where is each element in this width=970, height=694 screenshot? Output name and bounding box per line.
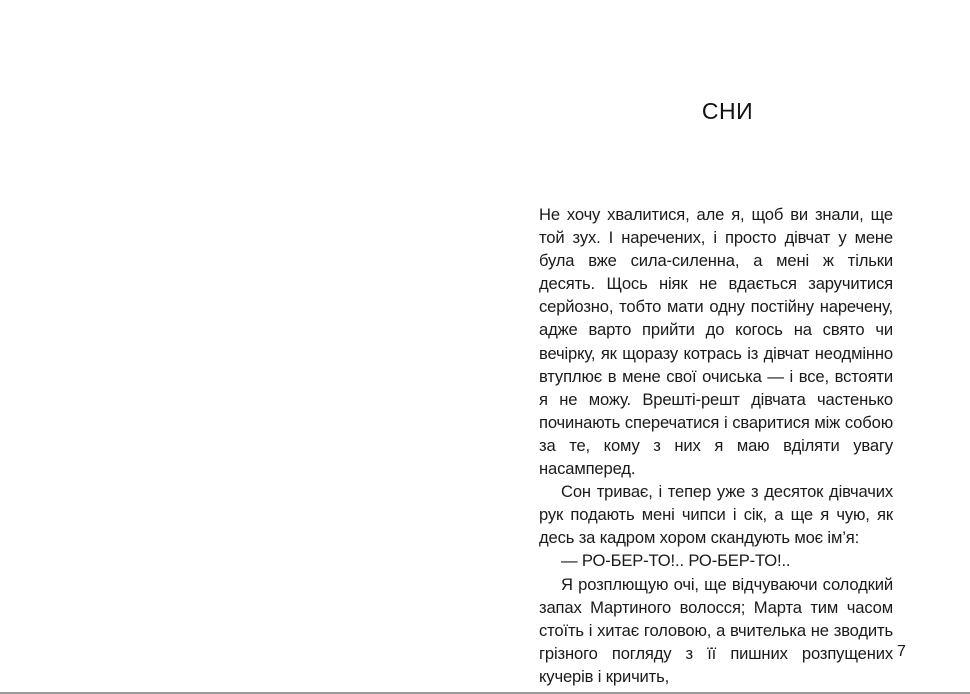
paragraph-4: Я розплющую очі, ще відчуваючи солодкий запах Мартиного волосся; Марта тим часом стоїть і хитає головою, а вчителька не зводить грізного погляду з її пишних розпущених кучерів і кричить,: [539, 574, 893, 686]
page-number: 7: [897, 643, 906, 660]
paragraph-1: Не хочу хвалитися, але я, щоб ви знали, ще той зух. І наречених, і просто дівчат у мене була вже сила-силенна, а мені ж тільки десять. Щось ніяк не вдається заручитися серйозно, тобто мати одну постійну наречену, адже варто прийти до когось на свято чи вечірку, як щоразу котрась із дівчат неодмінно втуплює в мене свої очиська — і все, встояти я не можу. Врешті-решт дівчата частенько починають сперечатися і сваритися між собою за те, кому з них я маю вділяти увагу насамперед.: [539, 205, 893, 479]
paragraph-3: — РО-БЕР-ТО!.. РО-БЕР-ТО!..: [561, 551, 791, 571]
body-text: [539, 203, 893, 688]
right-page: [485, 0, 970, 694]
chapter-title: СНИ: [701, 98, 754, 124]
paragraph-2: Сон триває, і тепер уже з десяток дівчачих рук подають мені чипси і сік, а ще я чую, як десь за кадром хором скандують моє ім’я:: [539, 482, 893, 548]
